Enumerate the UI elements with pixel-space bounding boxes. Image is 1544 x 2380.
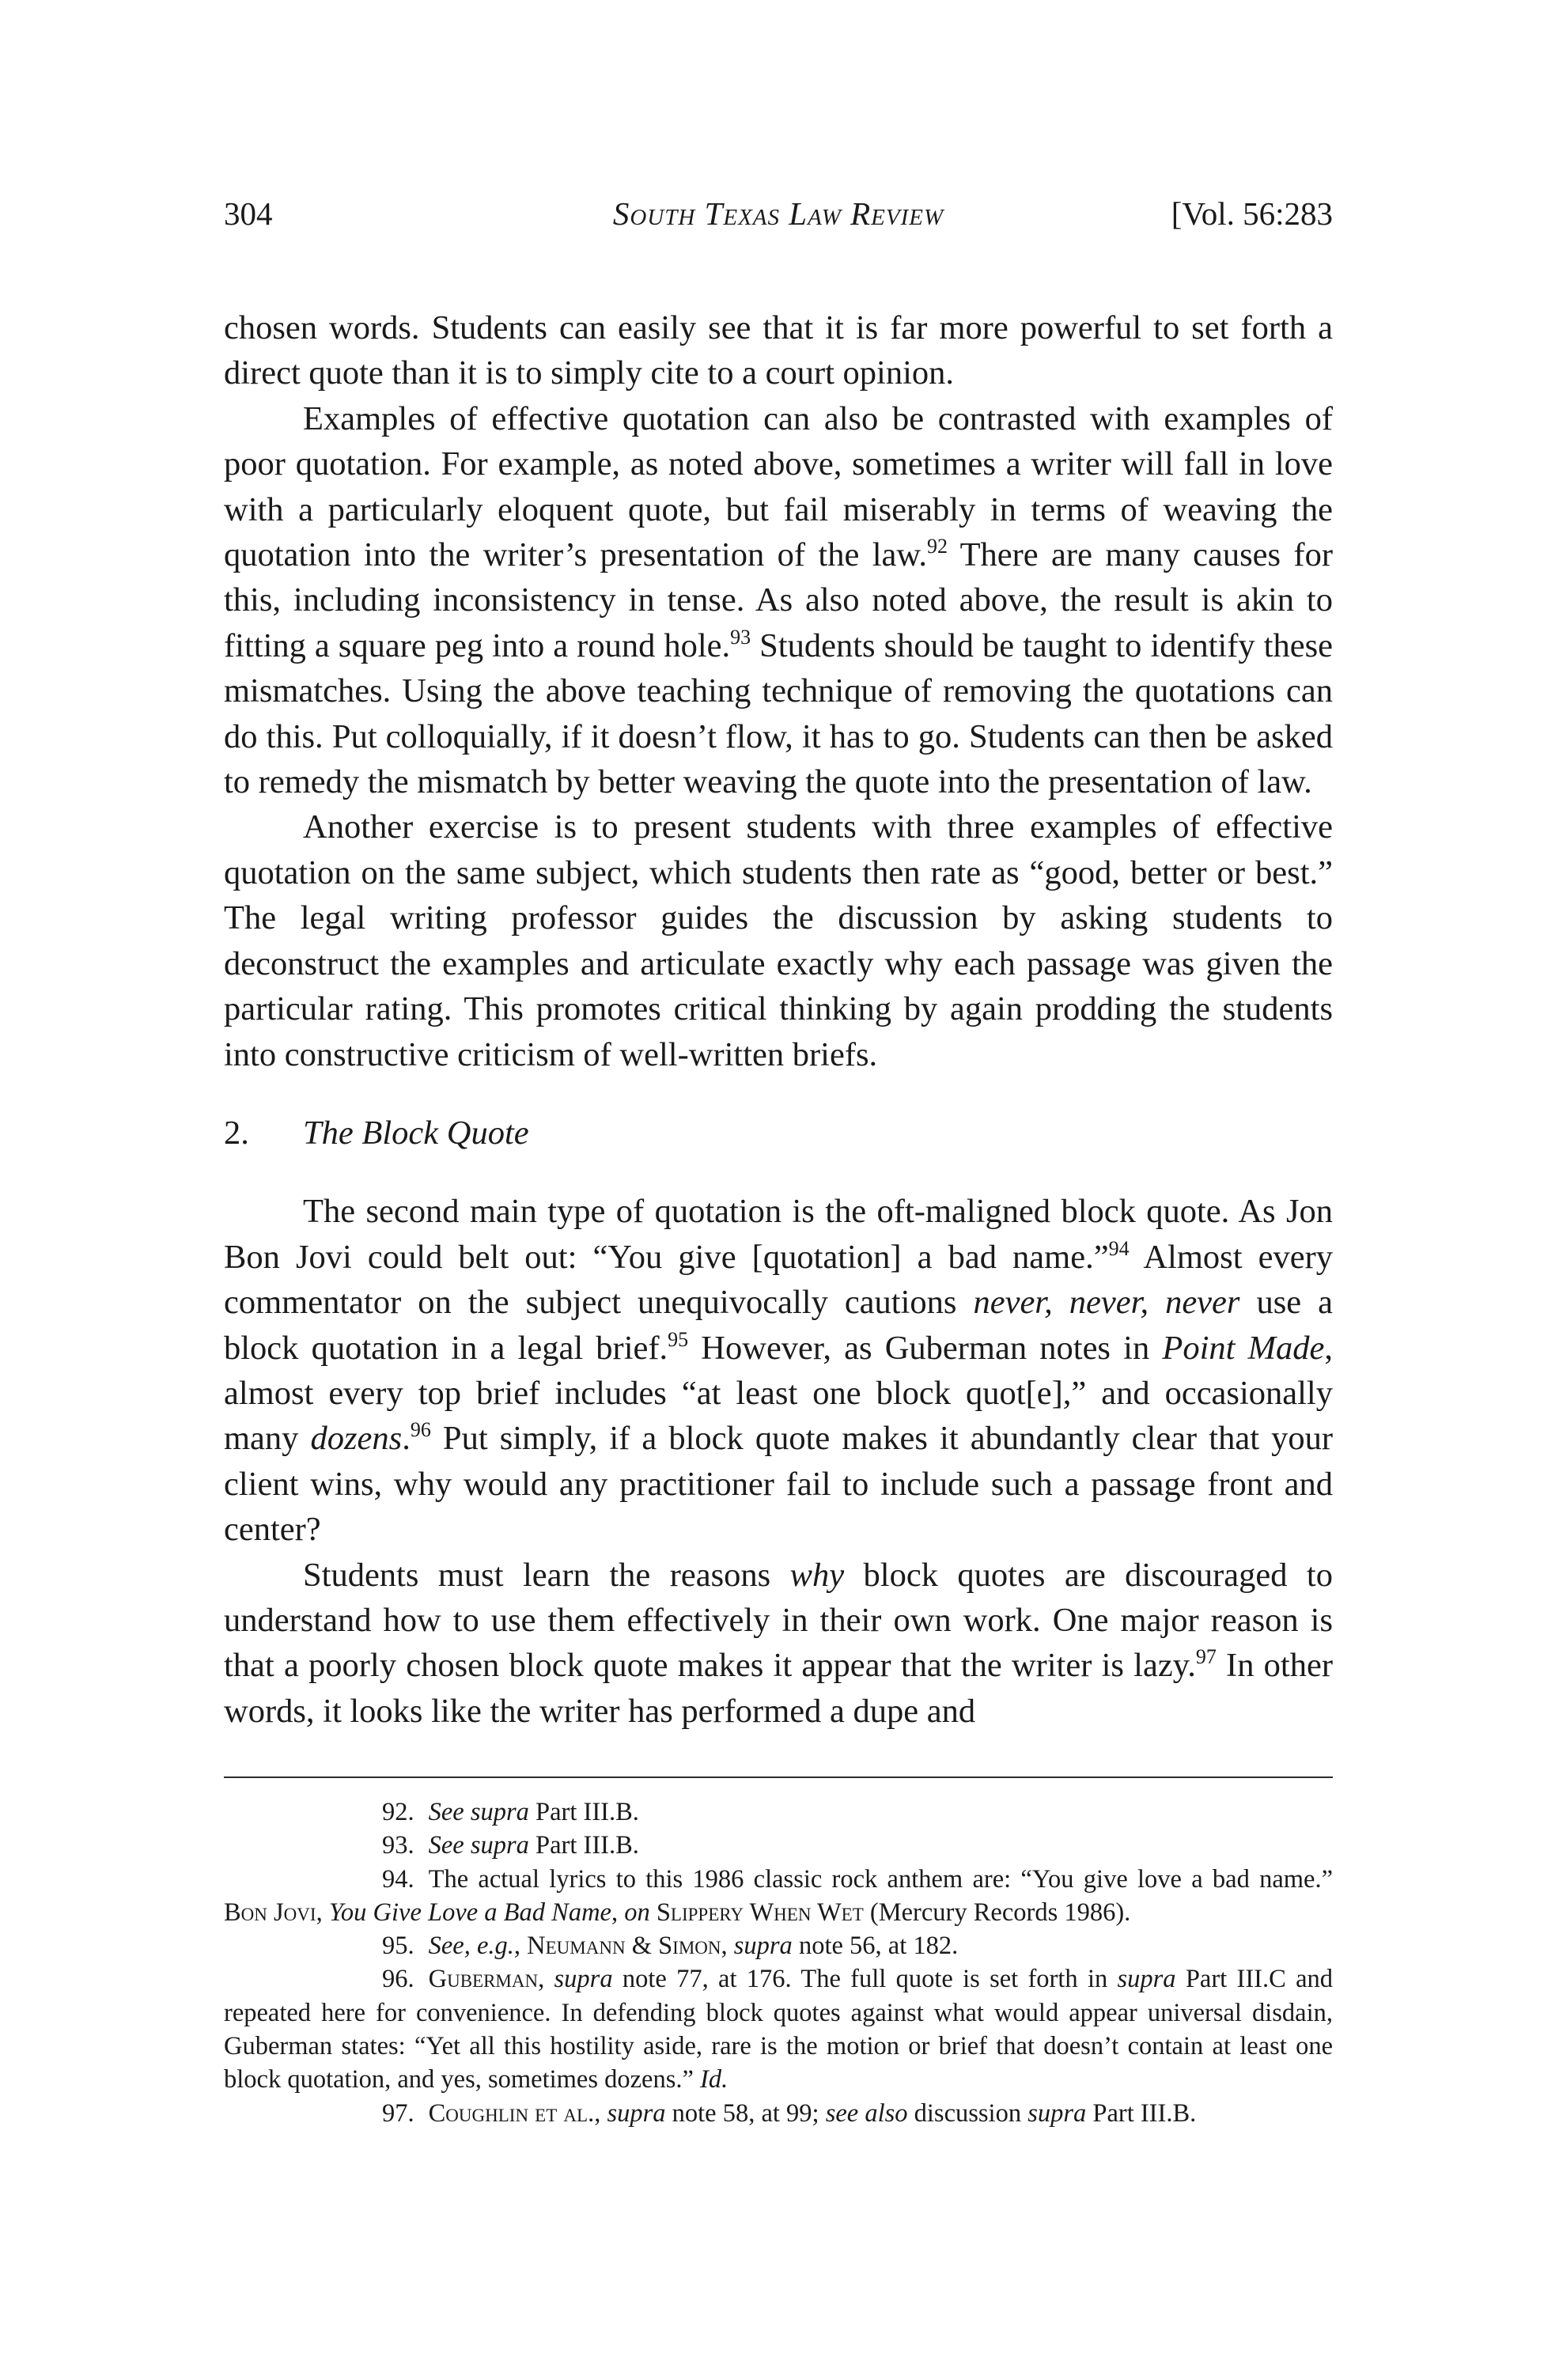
- footnote-ref-93[interactable]: 93: [730, 625, 751, 649]
- paragraph-poor-quotation: Examples of effective quotation can also be contrasted with examples of poor quotation. For example, as noted above, sometimes a writer will fall in love with a particularly eloquent quote, but fail miserably in terms of weaving the quotation into the writer’s presentation of the law.$^{92}$ There are many causes for this, including inconsistency in tense. As also noted above, the result is akin to fitting a square peg into a round hole.$^{93}$ Students should be taught to identify these mismatches. Using the above teaching technique of removing the quotations can do this. Put colloquially, if it doesn’t flow, it has to go. Students can then be asked to remedy the mismatch by better weaving the quote into the presentation of law.: [224, 399, 1333, 801]
- paragraph-exercise: Another exercise is to present students with three examples of effective quotation on the same subject, which students then rate as “good, better or best.” The legal writing professor guides the discussion by asking students to deconstruct the examples and articulate exactly why each passage was given the particular rating. This promotes critical thinking by again prodding the students into constructive criticism of well-written briefs.: [224, 808, 1333, 1073]
- section-number: 2.: [224, 1114, 249, 1152]
- footnote-ref-92[interactable]: 92: [926, 535, 948, 558]
- footnote-ref-96[interactable]: 96: [410, 1418, 431, 1442]
- volume-citation: [Vol. 56:283: [1171, 195, 1333, 232]
- paragraph-continued: chosen words. Students can easily see that it is far more powerful to set forth a direct quote than it is to simply cite to a court opinion.: [224, 309, 1333, 392]
- footnote-92: 92. See supra Part III.B.: [382, 1798, 639, 1826]
- paragraph-block-quote: The second main type of quotation is the oft-maligned block quote. As Jon Bon Jovi could belt out: “You give [quotation] a bad name.”$^{94}$ Almost every commentator on the subject unequivocally cautions never, never, never use a block quotation in a legal brief.$^{95}$ However, as Guberman notes in Point Made, almost every top brief includes “at least one block quot[e],” and occasionally many dozens.$^{96}$ Put simply, if a block quote makes it abundantly clear that your client wins, why would any practitioner fail to include such a passage front and center?: [224, 1193, 1334, 1549]
- section-title: The Block Quote: [303, 1114, 529, 1152]
- footnote-93: 93. See supra Part III.B.: [382, 1831, 639, 1860]
- footnote-divider: [224, 1776, 1333, 1778]
- page-number: 304: [224, 195, 273, 232]
- footnotes: [224, 1795, 1333, 2130]
- footnote-96: 96. Guberman, supra note 77, at 176. The full quote is set forth in supra Part III.C and repeated here for convenience. In defending block quotes against what would appear universal disdain, Guberman states: “Yet all this hostility aside, rare is the motion or brief that doesn’t contain at least one block quotation, and yes, sometimes dozens.” Id.: [224, 1965, 1333, 2094]
- footnote-ref-97[interactable]: 97: [1195, 1645, 1217, 1669]
- journal-title: South Texas Law Review: [612, 195, 944, 232]
- footnote-ref-95[interactable]: 95: [668, 1327, 689, 1351]
- footnote-ref-94[interactable]: 94: [1108, 1236, 1130, 1260]
- paragraph-reasons: Students must learn the reasons why block quotes are discouraged to understand how to use them effectively in their own work. One major reason is that a poorly chosen block quote makes it appear that the writer is lazy.$^{97}$ In other words, it looks like the writer has performed a dupe and: [224, 1556, 1333, 1730]
- footnote-95: 95. See, e.g., Neumann & Simon, supra note 56, at 182.: [382, 1932, 959, 1961]
- running-header: [224, 190, 1333, 237]
- body-text: [224, 305, 1333, 1734]
- section-heading: [224, 1111, 1333, 1156]
- footnote-94: 94. The actual lyrics to this 1986 classic rock anthem are: “You give love a bad name.” Bon Jovi, You Give Love a Bad Name, on Slippery When Wet (Mercury Records 1986).: [224, 1864, 1333, 1927]
- footnote-97: 97. Coughlin et al., supra note 58, at 99; see also discussion supra Part III.B.: [382, 2098, 1197, 2128]
